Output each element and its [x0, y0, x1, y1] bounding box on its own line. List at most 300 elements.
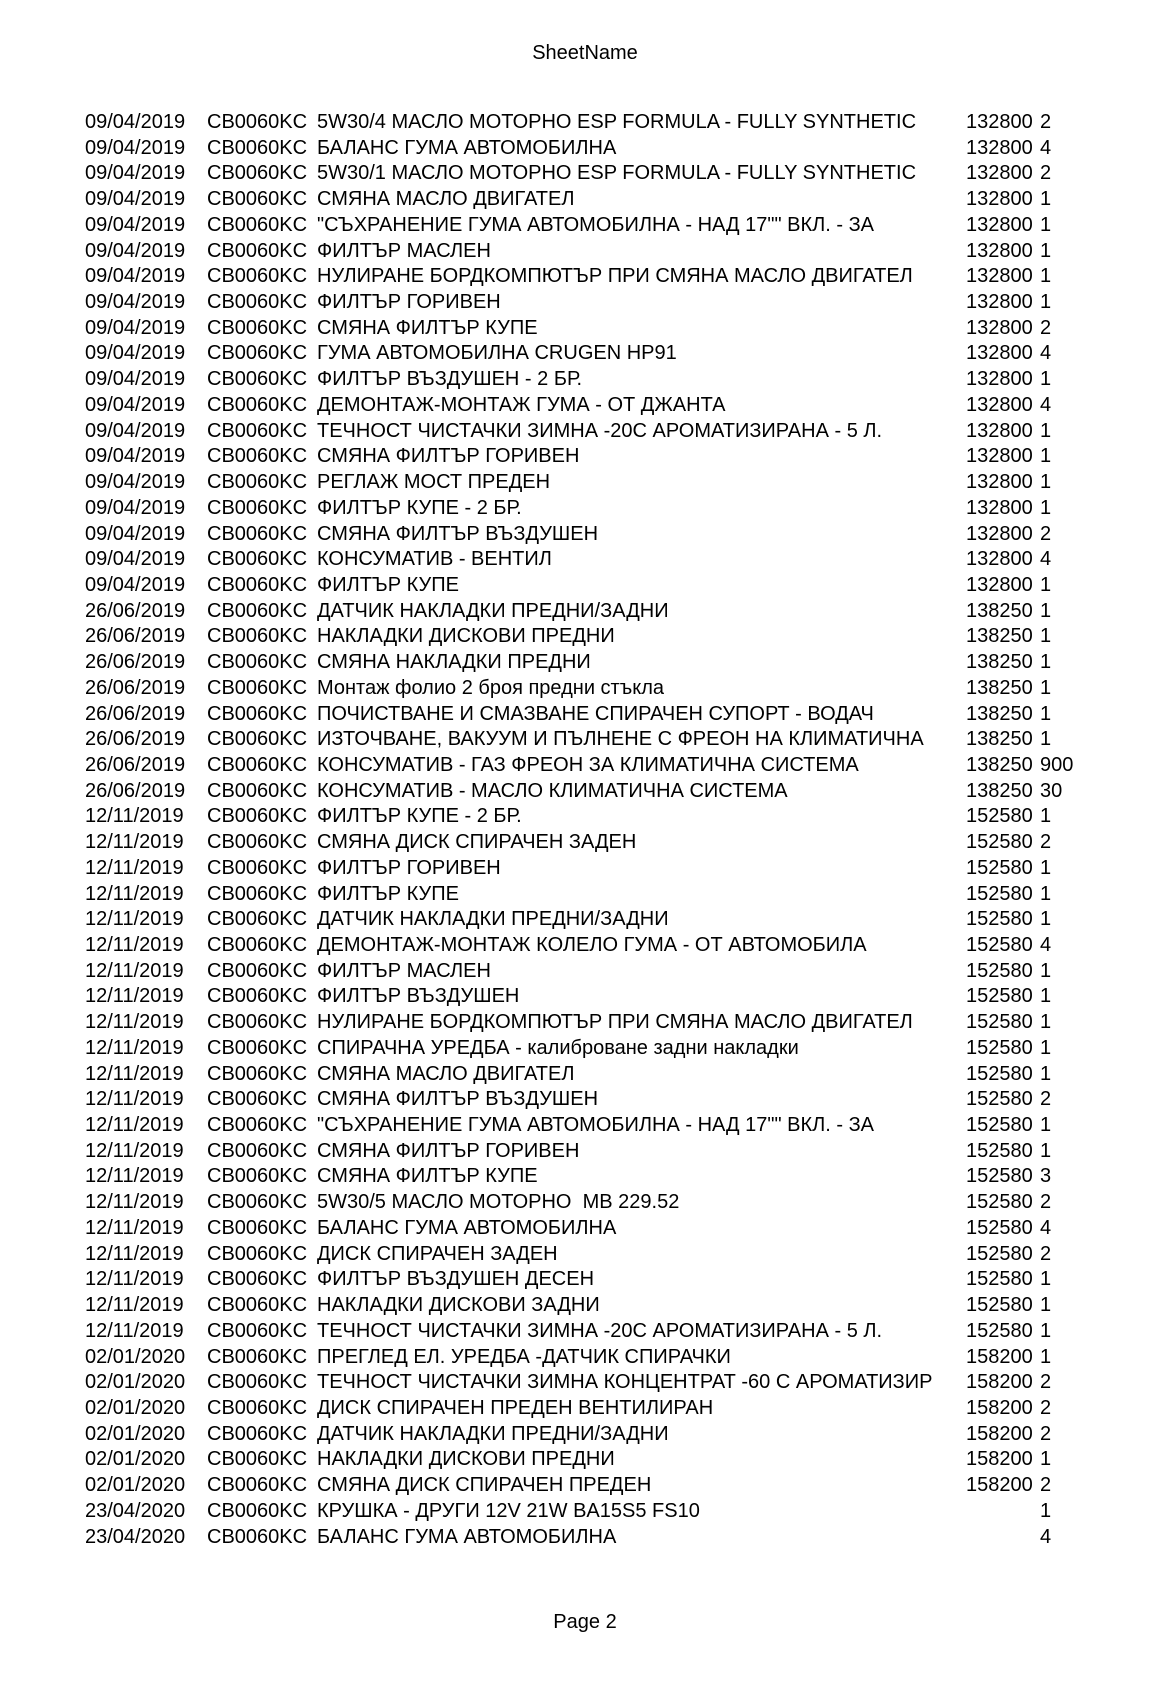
- vehicle-code-cell: CB0060KC: [207, 548, 308, 571]
- description-cell: КРУШКА - ДРУГИ 12V 21W BA15S5 FS10: [317, 1499, 700, 1522]
- date-cell: 09/04/2019: [85, 471, 186, 494]
- description-cell: ТЕЧНОСТ ЧИСТАЧКИ ЗИМНА -20C АРОМАТИЗИРАНА - 5 Л.: [317, 419, 883, 442]
- date-cell: 09/04/2019: [85, 162, 186, 185]
- mileage-cell: 152580: [966, 1062, 1033, 1085]
- quantity-cell: 1: [1040, 188, 1052, 211]
- date-cell: 09/04/2019: [85, 265, 186, 288]
- vehicle-code-cell: CB0060KC: [207, 805, 308, 828]
- description-cell: ТЕЧНОСТ ЧИСТАЧКИ ЗИМНА КОНЦЕНТРАТ -60 С АРОМАТИЗИР: [317, 1371, 933, 1394]
- quantity-cell: 1: [1040, 573, 1052, 596]
- vehicle-code-cell: CB0060KC: [207, 1319, 308, 1342]
- date-cell: 09/04/2019: [85, 213, 186, 236]
- table-row: [85, 110, 1170, 136]
- mileage-cell: 152580: [966, 1088, 1033, 1111]
- description-cell: НАКЛАДКИ ДИСКОВИ ЗАДНИ: [317, 1294, 600, 1317]
- description-cell: ТЕЧНОСТ ЧИСТАЧКИ ЗИМНА -20C АРОМАТИЗИРАНА - 5 Л.: [317, 1319, 883, 1342]
- date-cell: 09/04/2019: [85, 393, 186, 416]
- description-cell: ФИЛТЪР МАСЛЕН: [317, 959, 491, 982]
- date-cell: 12/11/2019: [85, 908, 184, 931]
- table-row: [85, 882, 1170, 908]
- description-cell: СМЯНА ФИЛТЪР КУПЕ: [317, 1165, 538, 1188]
- date-cell: 02/01/2020: [85, 1345, 186, 1368]
- table-row: [85, 1473, 1170, 1499]
- quantity-cell: 1: [1040, 908, 1052, 931]
- description-cell: СМЯНА ДИСК СПИРАЧЕН ЗАДЕН: [317, 831, 637, 854]
- mileage-cell: 152580: [966, 1011, 1033, 1034]
- quantity-cell: 1: [1040, 985, 1052, 1008]
- description-cell: СМЯНА МАСЛО ДВИГАТЕЛ: [317, 188, 575, 211]
- date-cell: 09/04/2019: [85, 188, 186, 211]
- vehicle-code-cell: CB0060KC: [207, 136, 308, 159]
- vehicle-code-cell: CB0060KC: [207, 1139, 308, 1162]
- description-cell: Монтаж фолио 2 броя предни стъкла: [317, 676, 664, 699]
- vehicle-code-cell: CB0060KC: [207, 882, 308, 905]
- mileage-cell: 152580: [966, 1191, 1033, 1214]
- mileage-cell: 138250: [966, 779, 1033, 802]
- table-row: [85, 1525, 1170, 1551]
- mileage-cell: 152580: [966, 1319, 1033, 1342]
- table-row: [85, 161, 1170, 187]
- date-cell: 12/11/2019: [85, 805, 184, 828]
- vehicle-code-cell: CB0060KC: [207, 522, 308, 545]
- table-row: [85, 496, 1170, 522]
- table-row: [85, 264, 1170, 290]
- table-row: [85, 136, 1170, 162]
- date-cell: 12/11/2019: [85, 1216, 184, 1239]
- quantity-cell: 1: [1040, 805, 1052, 828]
- table-row: [85, 522, 1170, 548]
- mileage-cell: 132800: [966, 291, 1033, 314]
- description-cell: ДАТЧИК НАКЛАДКИ ПРЕДНИ/ЗАДНИ: [317, 908, 669, 931]
- date-cell: 09/04/2019: [85, 548, 186, 571]
- vehicle-code-cell: CB0060KC: [207, 265, 308, 288]
- date-cell: 12/11/2019: [85, 1114, 184, 1137]
- vehicle-code-cell: CB0060KC: [207, 728, 308, 751]
- table-row: [85, 856, 1170, 882]
- table-row: [85, 1499, 1170, 1525]
- quantity-cell: 2: [1040, 522, 1052, 545]
- date-cell: 12/11/2019: [85, 934, 184, 956]
- vehicle-code-cell: CB0060KC: [207, 393, 308, 416]
- date-cell: 26/06/2019: [85, 702, 186, 725]
- date-cell: 02/01/2020: [85, 1371, 186, 1394]
- description-cell: ПОЧИСТВАНЕ И СМАЗВАНЕ СПИРАЧЕН СУПОРТ - ВОДАЧ: [317, 702, 874, 725]
- vehicle-code-cell: CB0060KC: [207, 625, 308, 648]
- description-cell: ФИЛТЪР ГОРИВЕН: [317, 291, 501, 314]
- vehicle-code-cell: CB0060KC: [207, 599, 308, 622]
- date-cell: 09/04/2019: [85, 111, 186, 133]
- vehicle-code-cell: CB0060KC: [207, 162, 308, 185]
- table-row: [85, 290, 1170, 316]
- quantity-cell: 1: [1040, 471, 1052, 494]
- table-row: [85, 907, 1170, 933]
- table-row: [85, 702, 1170, 728]
- table-row: [85, 753, 1170, 779]
- date-cell: 09/04/2019: [85, 316, 186, 339]
- description-cell: ФИЛТЪР КУПЕ: [317, 573, 459, 596]
- description-cell: ИЗТОЧВАНЕ, ВАКУУМ И ПЪЛНЕНЕ С ФРЕОН НА КЛИМАТИЧНА: [317, 728, 924, 751]
- date-cell: 26/06/2019: [85, 779, 186, 802]
- quantity-cell: 4: [1040, 548, 1052, 571]
- description-cell: НАКЛАДКИ ДИСКОВИ ПРЕДНИ: [317, 1448, 615, 1471]
- quantity-cell: 2: [1040, 111, 1052, 133]
- mileage-cell: 152580: [966, 805, 1033, 828]
- quantity-cell: 1: [1040, 368, 1052, 391]
- description-cell: СМЯНА ДИСК СПИРАЧЕН ПРЕДЕН: [317, 1474, 652, 1497]
- date-cell: 12/11/2019: [85, 1036, 184, 1059]
- date-cell: 12/11/2019: [85, 856, 184, 879]
- table-row: [85, 1036, 1170, 1062]
- table-row: [85, 1345, 1170, 1371]
- date-cell: 23/04/2020: [85, 1525, 186, 1548]
- quantity-cell: 1: [1040, 419, 1052, 442]
- mileage-cell: 138250: [966, 728, 1033, 751]
- vehicle-code-cell: CB0060KC: [207, 1036, 308, 1059]
- date-cell: 12/11/2019: [85, 1294, 184, 1317]
- description-cell: ФИЛТЪР МАСЛЕН: [317, 239, 491, 262]
- vehicle-code-cell: CB0060KC: [207, 985, 308, 1008]
- mileage-cell: 138250: [966, 753, 1033, 776]
- quantity-cell: 1: [1040, 676, 1052, 699]
- date-cell: 09/04/2019: [85, 342, 186, 365]
- description-cell: ДАТЧИК НАКЛАДКИ ПРЕДНИ/ЗАДНИ: [317, 1422, 669, 1445]
- vehicle-code-cell: CB0060KC: [207, 1062, 308, 1085]
- description-cell: БАЛАНС ГУМА АВТОМОБИЛНА: [317, 1216, 617, 1239]
- table-row: [85, 804, 1170, 830]
- vehicle-code-cell: CB0060KC: [207, 702, 308, 725]
- mileage-cell: 158200: [966, 1345, 1033, 1368]
- description-cell: РЕГЛАЖ МОСТ ПРЕДЕН: [317, 471, 551, 494]
- table-row: [85, 444, 1170, 470]
- mileage-cell: 138250: [966, 599, 1033, 622]
- mileage-cell: 132800: [966, 136, 1033, 159]
- mileage-cell: 152580: [966, 856, 1033, 879]
- quantity-cell: 1: [1040, 1062, 1052, 1085]
- mileage-cell: 152580: [966, 1268, 1033, 1291]
- date-cell: 09/04/2019: [85, 573, 186, 596]
- vehicle-code-cell: CB0060KC: [207, 831, 308, 854]
- mileage-cell: 152580: [966, 908, 1033, 931]
- vehicle-code-cell: CB0060KC: [207, 1371, 308, 1394]
- quantity-cell: 1: [1040, 265, 1052, 288]
- mileage-cell: 132800: [966, 393, 1033, 416]
- date-cell: 26/06/2019: [85, 599, 186, 622]
- quantity-cell: 4: [1040, 393, 1052, 416]
- mileage-cell: 152580: [966, 1294, 1033, 1317]
- quantity-cell: 4: [1040, 136, 1052, 159]
- vehicle-code-cell: CB0060KC: [207, 471, 308, 494]
- date-cell: 26/06/2019: [85, 728, 186, 751]
- mileage-cell: 138250: [966, 625, 1033, 648]
- date-cell: 09/04/2019: [85, 445, 186, 468]
- vehicle-code-cell: CB0060KC: [207, 368, 308, 391]
- vehicle-code-cell: CB0060KC: [207, 1474, 308, 1497]
- quantity-cell: 4: [1040, 934, 1052, 956]
- vehicle-code-cell: CB0060KC: [207, 934, 308, 956]
- quantity-cell: 1: [1040, 599, 1052, 622]
- date-cell: 26/06/2019: [85, 676, 186, 699]
- vehicle-code-cell: CB0060KC: [207, 959, 308, 982]
- description-cell: СМЯНА ФИЛТЪР ГОРИВЕН: [317, 1139, 580, 1162]
- date-cell: 12/11/2019: [85, 1242, 184, 1265]
- table-row: [85, 1293, 1170, 1319]
- quantity-cell: 30: [1040, 779, 1063, 802]
- vehicle-code-cell: CB0060KC: [207, 779, 308, 802]
- vehicle-code-cell: CB0060KC: [207, 573, 308, 596]
- vehicle-code-cell: CB0060KC: [207, 1294, 308, 1317]
- mileage-cell: 138250: [966, 651, 1033, 674]
- quantity-cell: 2: [1040, 1474, 1052, 1497]
- vehicle-code-cell: CB0060KC: [207, 1448, 308, 1471]
- quantity-cell: 1: [1040, 882, 1052, 905]
- date-cell: 09/04/2019: [85, 239, 186, 262]
- description-cell: БАЛАНС ГУМА АВТОМОБИЛНА: [317, 136, 617, 159]
- vehicle-code-cell: CB0060KC: [207, 1268, 308, 1291]
- mileage-cell: [966, 1525, 1040, 1551]
- mileage-cell: 152580: [966, 1036, 1033, 1059]
- description-cell: НУЛИРАНЕ БОРДКОМПЮТЪР ПРИ СМЯНА МАСЛО ДВИГАТЕЛ: [317, 1011, 913, 1034]
- description-cell: ГУМА АВТОМОБИЛНА CRUGEN HP91: [317, 342, 677, 365]
- mileage-cell: 152580: [966, 1242, 1033, 1265]
- description-cell: СМЯНА НАКЛАДКИ ПРЕДНИ: [317, 651, 591, 674]
- vehicle-code-cell: CB0060KC: [207, 1499, 308, 1522]
- table-row: [85, 419, 1170, 445]
- vehicle-code-cell: CB0060KC: [207, 1396, 308, 1419]
- date-cell: 12/11/2019: [85, 1319, 184, 1342]
- quantity-cell: 1: [1040, 1499, 1052, 1522]
- vehicle-code-cell: CB0060KC: [207, 753, 308, 776]
- vehicle-code-cell: CB0060KC: [207, 445, 308, 468]
- description-cell: ДЕМОНТАЖ-МОНТАЖ ГУМА - ОТ ДЖАНТА: [317, 393, 726, 416]
- table-row: [85, 547, 1170, 573]
- quantity-cell: 1: [1040, 625, 1052, 648]
- table-row: [85, 341, 1170, 367]
- date-cell: 02/01/2020: [85, 1396, 186, 1419]
- date-cell: 26/06/2019: [85, 625, 186, 648]
- description-cell: ПРЕГЛЕД ЕЛ. УРЕДБА -ДАТЧИК СПИРАЧКИ: [317, 1345, 731, 1368]
- vehicle-code-cell: CB0060KC: [207, 239, 308, 262]
- mileage-cell: 138250: [966, 676, 1033, 699]
- mileage-cell: 132800: [966, 522, 1033, 545]
- vehicle-code-cell: CB0060KC: [207, 1525, 308, 1548]
- mileage-cell: 132800: [966, 496, 1033, 519]
- vehicle-code-cell: CB0060KC: [207, 1242, 308, 1265]
- quantity-cell: 2: [1040, 1396, 1052, 1419]
- date-cell: 09/04/2019: [85, 136, 186, 159]
- mileage-cell: 132800: [966, 419, 1033, 442]
- vehicle-code-cell: CB0060KC: [207, 1216, 308, 1239]
- quantity-cell: 2: [1040, 162, 1052, 185]
- quantity-cell: 1: [1040, 445, 1052, 468]
- date-cell: 12/11/2019: [85, 1088, 184, 1111]
- date-cell: 12/11/2019: [85, 1268, 184, 1291]
- table-row: [85, 959, 1170, 985]
- description-cell: СМЯНА ФИЛТЪР ВЪЗДУШЕН: [317, 1088, 599, 1111]
- mileage-cell: 132800: [966, 342, 1033, 365]
- description-cell: ФИЛТЪР ВЪЗДУШЕН ДЕСЕН: [317, 1268, 595, 1291]
- description-cell: 5W30/1 МАСЛО МОТОРНО ESP FORMULA - FULLY SYNTHETIC: [317, 162, 917, 185]
- vehicle-code-cell: CB0060KC: [207, 908, 308, 931]
- description-cell: БАЛАНС ГУМА АВТОМОБИЛНА: [317, 1525, 617, 1548]
- table-row: [85, 984, 1170, 1010]
- date-cell: 23/04/2020: [85, 1499, 186, 1522]
- table-row: [85, 599, 1170, 625]
- table-row: [85, 1216, 1170, 1242]
- date-cell: 12/11/2019: [85, 985, 184, 1008]
- table-row: [85, 830, 1170, 856]
- vehicle-code-cell: CB0060KC: [207, 213, 308, 236]
- mileage-cell: 132800: [966, 548, 1033, 571]
- vehicle-code-cell: CB0060KC: [207, 291, 308, 314]
- date-cell: 12/11/2019: [85, 831, 184, 854]
- table-row: [85, 1422, 1170, 1448]
- table-row: [85, 187, 1170, 213]
- table-row: [85, 650, 1170, 676]
- table-row: [85, 1242, 1170, 1268]
- vehicle-code-cell: CB0060KC: [207, 316, 308, 339]
- quantity-cell: 2: [1040, 1191, 1052, 1214]
- description-cell: ФИЛТЪР ВЪЗДУШЕН - 2 БР.: [317, 368, 583, 391]
- mileage-cell: 158200: [966, 1396, 1033, 1419]
- page-number-footer: Page 2: [553, 1611, 617, 1633]
- quantity-cell: 4: [1040, 1216, 1052, 1239]
- date-cell: 26/06/2019: [85, 753, 186, 776]
- date-cell: 09/04/2019: [85, 368, 186, 391]
- date-cell: 12/11/2019: [85, 1062, 184, 1085]
- description-cell: ДЕМОНТАЖ-МОНТАЖ КОЛЕЛО ГУМА - ОТ АВТОМОБИЛА: [317, 934, 867, 956]
- table-row: [85, 316, 1170, 342]
- vehicle-code-cell: CB0060KC: [207, 1345, 308, 1368]
- description-cell: СМЯНА ФИЛТЪР ГОРИВЕН: [317, 445, 580, 468]
- mileage-cell: 152580: [966, 1139, 1033, 1162]
- table-row: [85, 727, 1170, 753]
- quantity-cell: 1: [1040, 1036, 1052, 1059]
- description-cell: "СЪХРАНЕНИЕ ГУМА АВТОМОБИЛНА - НАД 17"" ВКЛ. - ЗА: [317, 213, 874, 236]
- quantity-cell: 1: [1040, 1294, 1052, 1317]
- table-row: [85, 1396, 1170, 1422]
- vehicle-code-cell: CB0060KC: [207, 651, 308, 674]
- quantity-cell: 1: [1040, 728, 1052, 751]
- table-row: [85, 1190, 1170, 1216]
- date-cell: 09/04/2019: [85, 291, 186, 314]
- quantity-cell: 2: [1040, 1422, 1052, 1445]
- quantity-cell: 1: [1040, 1139, 1052, 1162]
- quantity-cell: 1: [1040, 651, 1052, 674]
- description-cell: "СЪХРАНЕНИЕ ГУМА АВТОМОБИЛНА - НАД 17"" ВКЛ. - ЗА: [317, 1114, 874, 1137]
- mileage-cell: 132800: [966, 111, 1033, 133]
- date-cell: 09/04/2019: [85, 496, 186, 519]
- mileage-cell: 152580: [966, 959, 1033, 982]
- quantity-cell: 1: [1040, 702, 1052, 725]
- table-row: [85, 393, 1170, 419]
- date-cell: 02/01/2020: [85, 1448, 186, 1471]
- quantity-cell: 4: [1040, 342, 1052, 365]
- sheet-title: SheetName: [532, 42, 638, 64]
- description-cell: СМЯНА ФИЛТЪР КУПЕ: [317, 316, 538, 339]
- quantity-cell: 1: [1040, 496, 1052, 519]
- quantity-cell: 900: [1040, 753, 1074, 776]
- mileage-cell: 152580: [966, 1114, 1033, 1137]
- table-row: [85, 933, 1170, 959]
- vehicle-code-cell: CB0060KC: [207, 856, 308, 879]
- quantity-cell: 2: [1040, 1242, 1052, 1265]
- mileage-cell: [966, 1499, 1040, 1525]
- mileage-cell: 152580: [966, 831, 1033, 854]
- quantity-cell: 3: [1040, 1165, 1052, 1188]
- quantity-cell: 1: [1040, 1114, 1052, 1137]
- vehicle-code-cell: CB0060KC: [207, 676, 308, 699]
- vehicle-code-cell: CB0060KC: [207, 1191, 308, 1214]
- date-cell: 02/01/2020: [85, 1422, 186, 1445]
- quantity-cell: 1: [1040, 1345, 1052, 1368]
- date-cell: 26/06/2019: [85, 651, 186, 674]
- mileage-cell: 138250: [966, 702, 1033, 725]
- mileage-cell: 158200: [966, 1371, 1033, 1394]
- description-cell: ФИЛТЪР КУПЕ: [317, 882, 459, 905]
- description-cell: НАКЛАДКИ ДИСКОВИ ПРЕДНИ: [317, 625, 615, 648]
- date-cell: 12/11/2019: [85, 1191, 184, 1214]
- vehicle-code-cell: CB0060KC: [207, 419, 308, 442]
- description-cell: ДИСК СПИРАЧЕН ПРЕДЕН ВЕНТИЛИРАН: [317, 1396, 714, 1419]
- table-row: [85, 573, 1170, 599]
- mileage-cell: 132800: [966, 213, 1033, 236]
- date-cell: 12/11/2019: [85, 1011, 184, 1034]
- description-cell: СМЯНА ФИЛТЪР ВЪЗДУШЕН: [317, 522, 599, 545]
- mileage-cell: 132800: [966, 445, 1033, 468]
- table-row: [85, 213, 1170, 239]
- mileage-cell: 132800: [966, 316, 1033, 339]
- quantity-cell: 2: [1040, 831, 1052, 854]
- service-records-table: [85, 110, 1170, 1550]
- mileage-cell: 158200: [966, 1448, 1033, 1471]
- table-row: [85, 239, 1170, 265]
- vehicle-code-cell: CB0060KC: [207, 1011, 308, 1034]
- mileage-cell: 132800: [966, 368, 1033, 391]
- mileage-cell: 152580: [966, 1165, 1033, 1188]
- mileage-cell: 132800: [966, 239, 1033, 262]
- date-cell: 09/04/2019: [85, 522, 186, 545]
- description-cell: СПИРАЧНА УРЕДБА - калиброване задни накладки: [317, 1036, 799, 1059]
- table-row: [85, 779, 1170, 805]
- table-row: [85, 1267, 1170, 1293]
- quantity-cell: 1: [1040, 1011, 1052, 1034]
- quantity-cell: 1: [1040, 239, 1052, 262]
- table-row: [85, 624, 1170, 650]
- vehicle-code-cell: CB0060KC: [207, 496, 308, 519]
- mileage-cell: 158200: [966, 1474, 1033, 1497]
- date-cell: 12/11/2019: [85, 1139, 184, 1162]
- mileage-cell: 152580: [966, 882, 1033, 905]
- date-cell: 09/04/2019: [85, 419, 186, 442]
- vehicle-code-cell: CB0060KC: [207, 342, 308, 365]
- table-row: [85, 676, 1170, 702]
- date-cell: 02/01/2020: [85, 1474, 186, 1497]
- table-row: [85, 1113, 1170, 1139]
- mileage-cell: 152580: [966, 985, 1033, 1008]
- description-cell: 5W30/4 МАСЛО МОТОРНО ESP FORMULA - FULLY SYNTHETIC: [317, 111, 917, 133]
- table-row: [85, 1062, 1170, 1088]
- description-cell: 5W30/5 МАСЛО МОТОРНО MB 229.52: [317, 1191, 680, 1214]
- quantity-cell: 1: [1040, 1448, 1052, 1471]
- quantity-cell: 1: [1040, 291, 1052, 314]
- date-cell: 12/11/2019: [85, 959, 184, 982]
- quantity-cell: 4: [1040, 1525, 1052, 1548]
- description-cell: НУЛИРАНЕ БОРДКОМПЮТЪР ПРИ СМЯНА МАСЛО ДВИГАТЕЛ: [317, 265, 913, 288]
- mileage-cell: 152580: [966, 934, 1033, 956]
- mileage-cell: 152580: [966, 1216, 1033, 1239]
- table-row: [85, 1370, 1170, 1396]
- description-cell: ФИЛТЪР ВЪЗДУШЕН: [317, 985, 520, 1008]
